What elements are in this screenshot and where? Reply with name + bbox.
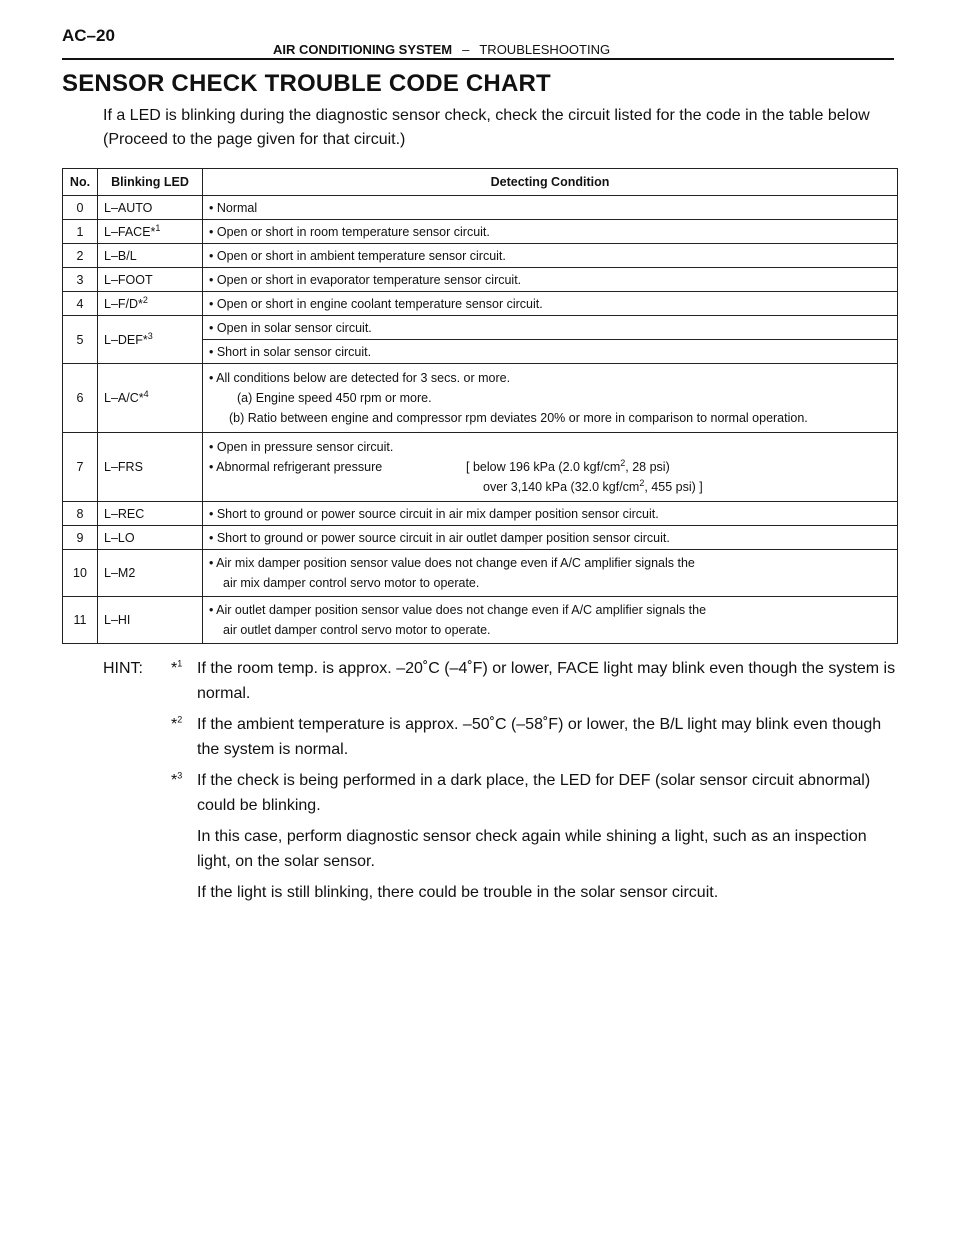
condition-line: • Air outlet damper position sensor value does not change even if A/C amplifier signals the [209, 603, 707, 617]
table-row [63, 268, 898, 292]
table-row [63, 433, 898, 502]
footnote-text: If the room temp. is approx. –20˚C (–4˚F) or lower, FACE light may blink even though the system is normal. [197, 660, 896, 702]
code-no: 9 [63, 526, 98, 550]
footnote-number: 3 [177, 770, 183, 781]
header-rule [62, 58, 894, 60]
pressure-high-a: over 3,140 kPa (32.0 kgf/cm [483, 480, 640, 494]
hint-section [103, 656, 903, 911]
detecting-condition: • Open or short in room temperature sensor circuit. [203, 220, 898, 244]
hint-paragraph: In this case, perform diagnostic sensor check again while shining a light, such as an inspection light, on the solar sensor. [197, 828, 867, 870]
hint-note [103, 656, 903, 706]
footnote-number: 1 [177, 658, 183, 669]
pressure-label: • Abnormal refrigerant pressure [209, 460, 383, 474]
header-subsection: TROUBLESHOOTING [479, 42, 611, 57]
detecting-condition [203, 597, 898, 644]
blinking-led: L–HI [98, 597, 203, 644]
detecting-condition: • Open or short in ambient temperature sensor circuit. [203, 244, 898, 268]
table-row [63, 220, 898, 244]
blinking-led: L–REC [98, 502, 203, 526]
superscript: 2 [620, 457, 626, 468]
detecting-condition: • Short to ground or power source circuit in air outlet damper position sensor circuit. [203, 526, 898, 550]
table-row [63, 502, 898, 526]
table-header-row [63, 169, 898, 196]
blinking-led: L–FRS [98, 433, 203, 502]
code-no: 5 [63, 316, 98, 364]
header-detecting-condition: Detecting Condition [203, 169, 898, 196]
led-label: L–A/C* [104, 391, 144, 405]
table-row [63, 316, 898, 340]
footnote-ref: 2 [142, 294, 148, 305]
condition-line: air mix damper control servo motor to operate. [223, 576, 480, 590]
footnote-asterisk: * [171, 772, 178, 789]
table-row [63, 196, 898, 220]
code-no: 0 [63, 196, 98, 220]
detecting-condition [203, 550, 898, 597]
code-no: 3 [63, 268, 98, 292]
table-row [63, 526, 898, 550]
detecting-condition: • Short in solar sensor circuit. [203, 340, 898, 364]
blinking-led [98, 292, 203, 316]
detecting-condition: • Open or short in evaporator temperature sensor circuit. [203, 268, 898, 292]
intro-text [103, 104, 903, 152]
superscript: 2 [639, 477, 645, 488]
header-section: AIR CONDITIONING SYSTEM [273, 42, 453, 57]
trouble-code-table [62, 168, 898, 644]
table-row [63, 597, 898, 644]
footnote-text: If the check is being performed in a dark place, the LED for DEF (solar sensor circuit abnormal) could be blinking. [197, 772, 871, 814]
footnote-asterisk: * [171, 660, 178, 677]
footnote-mark [171, 656, 197, 706]
blinking-led: L–B/L [98, 244, 203, 268]
blinking-led: L–M2 [98, 550, 203, 597]
code-no: 11 [63, 597, 98, 644]
condition-line [209, 477, 891, 497]
table-row [63, 550, 898, 597]
detecting-condition: • Short to ground or power source circuit in air mix damper position sensor circuit. [203, 502, 898, 526]
detecting-condition [203, 364, 898, 433]
page-title: SENSOR CHECK TROUBLE CODE CHART [62, 70, 551, 97]
detecting-condition: • Normal [203, 196, 898, 220]
table-row [63, 244, 898, 268]
table-row [63, 364, 898, 433]
footnote-ref: 4 [143, 388, 149, 399]
blinking-led [98, 364, 203, 433]
running-header [273, 42, 610, 57]
pressure-high-b: , 455 psi) ] [644, 480, 703, 494]
pressure-low-a: [ below 196 kPa (2.0 kgf/cm [466, 460, 621, 474]
hint-label: HINT: [103, 660, 143, 677]
footnote-text: If the ambient temperature is approx. –50˚C (–58˚F) or lower, the B/L light may blink even though the system is normal. [197, 716, 882, 758]
footnote-ref: 3 [147, 330, 153, 341]
code-no: 1 [63, 220, 98, 244]
footnote-ref: 1 [155, 222, 161, 233]
page-number: AC–20 [62, 26, 115, 45]
hint-note [103, 712, 903, 762]
condition-line [209, 457, 891, 477]
condition-line: • Open in pressure sensor circuit. [209, 440, 394, 454]
condition-line: (a) Engine speed 450 rpm or more. [237, 391, 432, 405]
header-no: No. [63, 169, 98, 196]
intro-line-2: (Proceed to the page given for that circuit.) [103, 131, 406, 148]
blinking-led: L–LO [98, 526, 203, 550]
led-label: L–FACE* [104, 224, 156, 239]
code-no: 7 [63, 433, 98, 502]
condition-line: • All conditions below are detected for 3 secs. or more. [209, 371, 511, 385]
hint-paragraph: If the light is still blinking, there could be trouble in the solar sensor circuit. [197, 884, 719, 901]
footnote-asterisk: * [171, 716, 178, 733]
code-no: 8 [63, 502, 98, 526]
condition-line: air outlet damper control servo motor to operate. [223, 623, 491, 637]
code-no: 2 [63, 244, 98, 268]
condition-line: • Air mix damper position sensor value does not change even if A/C amplifier signals the [209, 556, 695, 570]
blinking-led [98, 316, 203, 364]
intro-line-1: If a LED is blinking during the diagnostic sensor check, check the circuit listed for the code in the table below [103, 107, 870, 124]
detecting-condition: • Open in solar sensor circuit. [203, 316, 898, 340]
footnote-mark [171, 768, 197, 818]
blinking-led [98, 220, 203, 244]
led-label: L–DEF* [104, 332, 148, 347]
table-row [63, 292, 898, 316]
condition-line: (b) Ratio between engine and compressor rpm deviates 20% or more in comparison to normal operation. [229, 411, 808, 425]
detecting-condition: • Open or short in engine coolant temperature sensor circuit. [203, 292, 898, 316]
blinking-led: L–FOOT [98, 268, 203, 292]
detecting-condition [203, 433, 898, 502]
pressure-low-b: , 28 psi) [625, 460, 670, 474]
footnote-mark [171, 712, 197, 762]
code-no: 6 [63, 364, 98, 433]
header-blinking-led: Blinking LED [98, 169, 203, 196]
header-separator: – [462, 42, 470, 57]
footnote-number: 2 [177, 714, 183, 725]
blinking-led: L–AUTO [98, 196, 203, 220]
code-no: 4 [63, 292, 98, 316]
hint-note [103, 768, 903, 818]
code-no: 10 [63, 550, 98, 597]
led-label: L–F/D* [104, 296, 143, 311]
